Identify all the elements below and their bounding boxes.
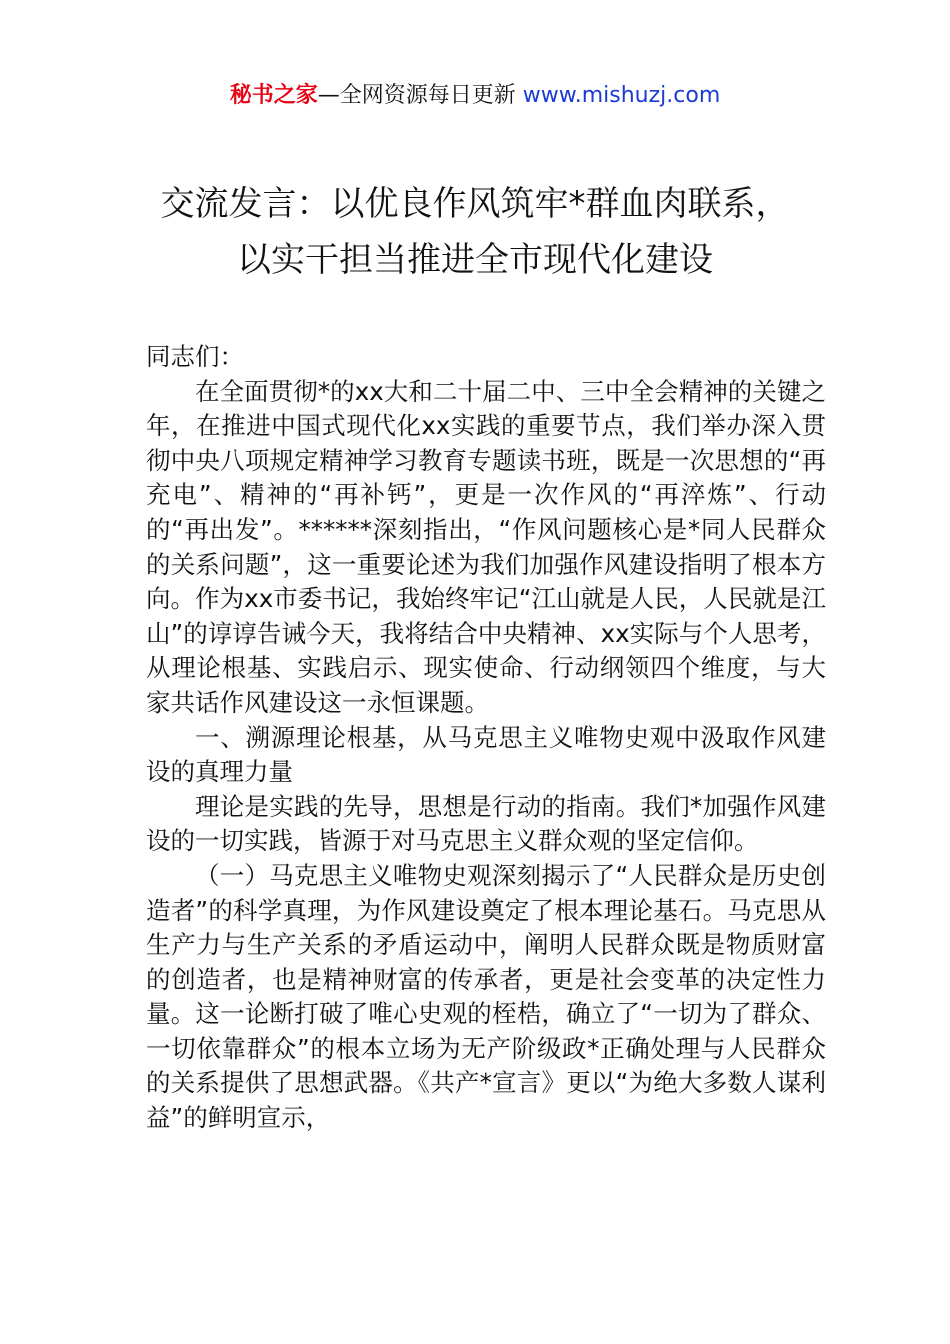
site-url-link[interactable]: www.mishuzj.com (522, 83, 721, 108)
body-paragraph-intro: 在全面贯彻*的xx大和二十届二中、三中全会精神的关键之年，在推进中国式现代化xx实践的重要节点，我们举办深入贯彻中央八项规定精神学习教育专题读书班，既是一次思想的“再充电”、精神的“再补钙”，更是一次作风的“再淬炼”、行动的“再出发”。******深刻指出，“作风问题核心是*同人民群众的关系问题”，这一重要论述为我们加强作风建设指明了根本方向。作为xx市委书记，我始终牢记“江山就是人民，人民就是江山”的谆谆告诫今天，我将结合中央精神、xx实际与个人思考，从理论根基、实践启示、现实使命、行动纲领四个维度，与大家共话作风建设这一永恒课题。 (146, 376, 826, 717)
document-body (146, 340, 826, 1136)
salutation: 同志们： (146, 342, 244, 371)
body-paragraph-theory: 理论是实践的先导，思想是行动的指南。我们*加强作风建设的一切实践，皆源于对马克思主义群众观的坚定信仰。 (146, 791, 826, 856)
site-brand[interactable]: 秘书之家 (229, 83, 318, 108)
title-line-1: 交流发言：以优良作风筑牢*群血肉联系， (160, 184, 790, 224)
section-heading-1: 一、溯源理论根基，从马克思主义唯物史观中汲取作风建设的真理力量 (146, 722, 826, 787)
body-paragraph-subsection-1: （一）马克思主义唯物史观深刻揭示了“人民群众是历史创造者”的科学真理，为作风建设奠定了根本理论基石。马克思从生产力与生产关系的矛盾运动中，阐明人民群众既是物质财富的创造者，也是精神财富的传承者，更是社会变革的决定性力量。这一论断打破了唯心史观的桎梏，确立了“一切为了群众、一切依靠群众”的根本立场为无产阶级政*正确处理与人民群众的关系提供了思想武器。《共产*宣言》更以“为绝大多数人谋利益”的鲜明宣示， (146, 860, 826, 1133)
title-line-2: 以实干担当推进全市现代化建设 (237, 240, 713, 280)
site-tagline: —全网资源每日更新 (317, 83, 516, 108)
site-header (0, 80, 950, 112)
document-title (60, 176, 890, 288)
